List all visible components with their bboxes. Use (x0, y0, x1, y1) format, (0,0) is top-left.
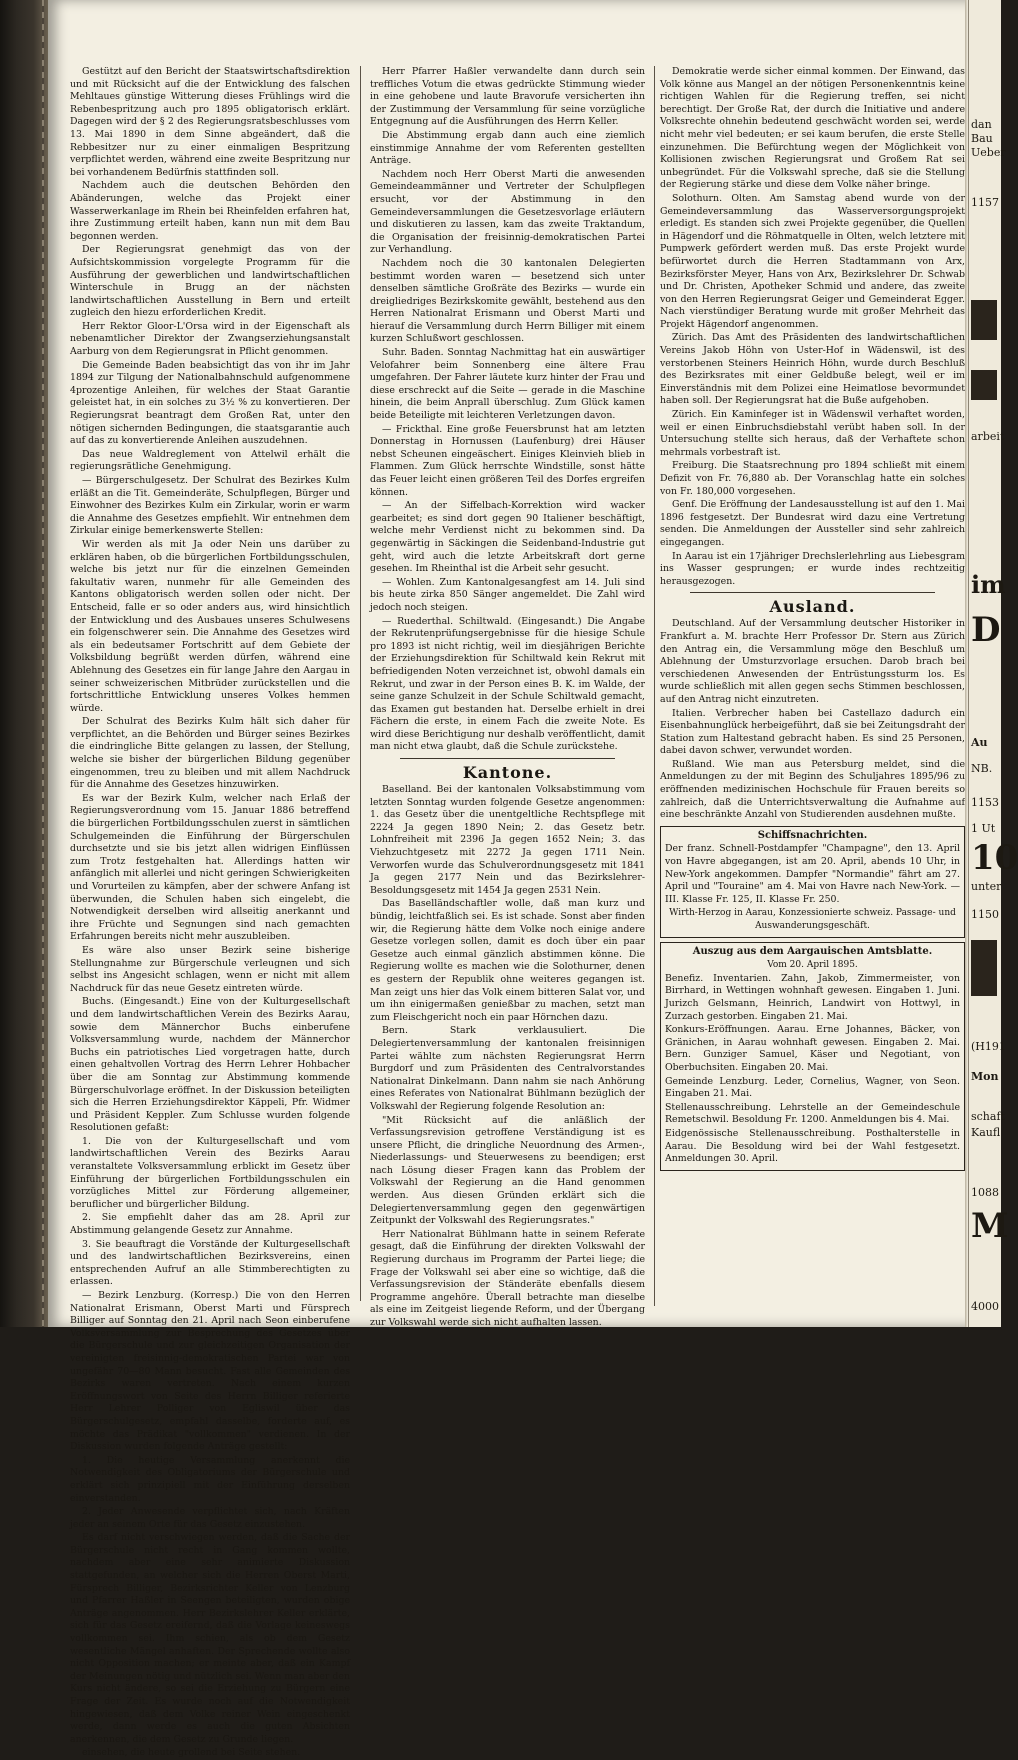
paragraph: 3. Sie beauftragt die Vorstände der Kulturgesellschaft und des landwirtschaftlichen Bezirksvereins, einen entsprechenden Aufruf an alle Stimmberechtigten zu erlassen. (70, 1238, 350, 1288)
book-binding (0, 0, 48, 1327)
neighbor-text: Au (971, 736, 988, 749)
paragraph: Herr Rektor Gloor-L'Orsa wird in der Eigenschaft als nebenamtlicher Direktor der Zwangserziehungsanstalt Aarburg von dem Regierungsrat in Pflicht genommen. (70, 320, 350, 358)
paragraph: Herr Nationalrat Bühlmann hatte in seinem Referate gesagt, daß die Einführung der direkten Volkswahl der Regierung durchaus im Programm der Partei liege; die Frage der Volkswahl sei aber eine so wichtige, daß die Verfassungsrevision der Ständeräte ebenfalls diesem Programme angehöre. Überall betrachte man dieselbe als eine im Zeitgeist liegende Reform, und der Übergang zur Volkswahl werde sich nicht aufhalten lassen. (370, 1228, 645, 1328)
paragraph: Genf. Die Eröffnung der Landesausstellung ist auf den 1. Mai 1896 festgesetzt. Der Bundesrat wird dazu eine Vertretung senden. Die Anmeldungen der Aussteller sind sehr zahlreich eingegangen. (660, 499, 965, 548)
paragraph: Der Regierungsrat genehmigt das von der Aufsichtskommission vorgelegte Programm für die Ausführung der gewerblichen und landwirtschaftlichen Winterschule in Brugg an der nächsten landwirtschaftlichen Ausstellung in Bern und erteilt zugleich den hiezu erforderlichen Kredit. (70, 244, 350, 319)
paragraph: Wir werden als mit Ja oder Nein uns darüber zu erklären haben, ob die bürgerlichen Fortbildungsschulen, welche bis jetzt nur für die einzelnen Gemeinden fakultativ waren, nunmehr für alle Gemeinden des Kantons obligatorisch werden sollen oder nicht. Der Entscheid, falle er so oder anders aus, wird hinsichtlich der Entwicklung und des Ausbaues unseres Schulwesens ein folgenschwerer sein. Die Annahme des Gesetzes wird als ein bedeutsamer Fortschritt auf dem Gebiete der Volksbildung begrüßt werden dürfen, während eine Ablehnung des Gesetzes ein für lange Jahre den Aargau in seiner schweizerischen Mitbrüder zurückstellen und die fortschrittliche Entwicklung unseres Volkes hemmen würde. (70, 538, 350, 714)
amtsblatt-item: Gemeinde Lenzburg. Leder, Cornelius, Wagner, von Seon. Eingaben 21. Mai. (665, 1075, 960, 1100)
paragraph: Deutschland. Auf der Versammlung deutscher Historiker in Frankfurt a. M. brachte Herr Professor Dr. Stern aus Zürich den Antrag ein, die Versammlung möge den Beschluß um Ablehnung der Umsturzvorlage ersuchen. Darob brach bei verschiedenen Anwesenden der Entrüstungssturm los. Es wurde schließlich mit allen gegen sechs Stimmen beschlossen, auf den Antrag nicht einzutreten. (660, 618, 965, 705)
neighbor-text: D (971, 610, 1001, 650)
paragraph: Die Abstimmung ergab dann auch eine ziemlich einstimmige Annahme der vom Referenten gestellten Anträge. (370, 129, 645, 167)
amtsblatt-box (660, 942, 965, 1171)
paragraph: Bern. Stark verklausuliert. Die Delegiertenversammlung der kantonalen freisinnigen Partei wählte zum nächsten Regierungsrat Herrn Burgdorf und zum Präsidenten des Centralvorstandes Nationalrat Dinkelmann. Dann nahm sie nach Anhörung eines Referates von Nationalrat Bühlmann bezüglich der Volkswahl der Regierung folgende Resolution an: (370, 1025, 645, 1112)
paragraph: Es war der Bezirk Kulm, welcher nach Erlaß der Regierungsverordnung vom 15. Januar 1886 betreffend die bürgerlichen Fortbildungsschulen zuerst in sämtlichen Schulgemeinden die Einführung der Bürgerschulen durchsetzte und sie bis jetzt allen widrigen Einflüssen zum Trotz festgehalten hat. Allerdings hatten wir anfänglich mit allerlei und nicht geringen Schwierigkeiten und Vorurteilen zu kämpfen, aber der schwere Anfang ist überwunden, die Schulen haben sich eingelebt, die Notwendigkeit derselben wird allseitig anerkannt und ihre Früchte und Segnungen sind nach gemachten Erfahrungen bereits nicht mehr auszubleiben. (70, 792, 350, 943)
paragraph: 1. Die von der Kulturgesellschaft und vom landwirtschaftlichen Verein des Bezirks Aarau veranstaltete Volksversammlung erblickt im Gesetz über Einführung der bürgerlichen Fortbildungsschulen ein vorzügliches Mittel zur Förderung allgemeiner, beruflicher und bürgerlicher Bildung. (70, 1135, 350, 1210)
paragraph: 2. Jeder Anwesende verpflichtet sich, nach Kräften jeder an seinem Orte für das Gesetz einzustehen. (70, 1506, 350, 1530)
neighbor-ad-block (971, 940, 997, 996)
neighbor-text: 1 Ut (971, 822, 996, 835)
paragraph: Nachdem noch die 30 kantonalen Delegierten bestimmt worden waren — besetzend sich unter denselben sämtliche Großräte des Bezirks — wurde ein dreigliedriges Bezirkskomite gewählt, bestehend aus den Herren Nationalrat Erismann und Oberst Marti und hierauf die Versammlung durch Herrn Billiger mit einem kurzen Schlußwort geschlossen. (370, 257, 645, 345)
neighbor-ad-block (971, 370, 997, 400)
paragraph: — Bezirk Lenzburg. (Korresp.) Die von den Herren Nationalrat Erismann, Oberst Marti und Fürsprech Billiger auf Sonntag den 21. April nach Seon einberufene Volksversammlung zur Besprechung des Gesetzes über die Bürgerschule und zur gleichzeitigen Organisation der vereinigten freisinnig-demokratischen Partei war von ungefähr 70—80 Mann besucht. Fast alle Gemeinden des Bezirks waren vertreten. Nach einem kurzen Eröffnungswort von Seite des Herrn Billiger referierte Herr Lehrer Polliger von Egliswil über das Bürgerschulgesetz, empfahl dasselbe, forderte auf, es möchte das Prädikat "vollkommen" verdienen. In der Diskussion wurden folgende Anträge gestellt: (70, 1290, 350, 1453)
neighbor-text: Kaufl (971, 1126, 1001, 1139)
paragraph: Nachdem auch die deutschen Behörden den Abänderungen, welche das Projekt einer Wasserwerkanlage im Rhein bei Rheinfelden erfahren hat, ihre Zustimmung erteilt haben, kann nun mit dem Bau begonnen werden. (70, 180, 350, 242)
paragraph: Solothurn. Olten. Am Samstag abend wurde von der Gemeindeversammlung das Wasserversorgungsprojekt erledigt. Es standen sich zwei Projekte gegenüber, die Quellen in Hägendorf und die Röhmatquelle in Olten, welch letztere mit Pumpwerk gefördert werden muß. Das erste Projekt wurde befürwortet durch die Herren Stadtammann von Arx, Bezirksförster Meyer, Hans von Arx, Bezirkslehrer Dr. Schwab und Dr. Christen, Apotheker Schmid und andere, das zweite von den Herren Regierungsrat Geiger und Gemeinderat Egger. Nach vierstündiger Beratung wurde mit großer Mehrheit das Projekt Hägendorf angenommen. (660, 192, 965, 330)
ship-news-title: Schiffsnachrichten. (757, 829, 868, 841)
paragraph: Es darf nicht verschwiegen werden, daß die Sache der Bürgerschule nicht recht in Gang kommen wollte, nachdem aber eine sehr animierte Diskussion stattgefunden, an welcher sich die Herren Oberst Marti, Fürsprech Billiger, Bezirksrichter Keller von Lenzburg und Pfarrer Haßler in Seengen beteiligten, wurden obige Anträge angenommen. Herr Bezirkslehrer Keller erklärte, sich für das Gesetz ereifernd, daß die Vorlage keineswegs vollkommen sei. Ihm schien, als ob dem Gesetz wesentliche Mängel anhaften. Der Sprechende wollte also nicht Opposition machen; er meinte aber, daß ein Kampf der Meinungen nötig und nützlich sei. Wenn man aber den Kurs nicht ändere, so sei die Erziehung zu Bürgern eine Frage der Zeit. Es wurde noch auf die Notwendigkeit hingewiesen, daß dem Volke reiner Wein eingeschenkt werde, dann werde es auch die guten Absichten anerkennen, die dem Gesetz zu Grunde liegen. (70, 1532, 350, 1745)
neighbor-text: 1088 (971, 1186, 999, 1199)
column-divider (654, 66, 655, 1306)
paragraph: Es wäre also unser Bezirk seine bisherige Stellungnahme zur Bürgerschule verleugnen und sich selbst ins Angesicht schlagen, wenn er nicht mit allem Nachdruck für das neue Gesetz eintreten würde. (70, 944, 350, 994)
amtsblatt-date: Vom 20. April 1895. (767, 960, 858, 971)
neighbor-text: arbeit (971, 430, 1005, 443)
paragraph: Demokratie werde sicher einmal kommen. Der Einwand, das Volk könne aus Mangel an der nötigen Personenkenntnis keine richtigen Wahlen für die Regierung treffen, sei nicht berechtigt. Der Große Rat, der durch die Initiative und andere Volksrechte ohnehin bedeutend geschwächt worden sei, werde nicht mehr viel bedeuten; er sei kaum berufen, die erste Stelle einzunehmen. Die Befürchtung wegen der Möglichkeit von Kollisionen zwischen Regierungsrat und Großem Rat sei unbegründet. Für die Volkswahl spreche, daß sie die Stellung der Regierung stärke und diese dem Volke näher bringe. (660, 66, 965, 191)
paragraph: Herr Pfarrer Haßler verwandelte dann durch sein treffliches Votum die etwas gedrückte Stimmung wieder in eine gehobene und laute Bravorufe versicherten ihn der Zustimmung der Versammlung für seine vorzügliche Entgegnung auf die Ausführungen des Herrn Keller. (370, 66, 645, 128)
paragraph: "Mit Rücksicht auf die anläßlich der Verfassungsrevision getroffene Verständigung ist es unsere Pflicht, die dringliche Neuordnung des Armen-, Niederlassungs- und Steuerwesens zu beendigen; erst nach Lösung dieser Fragen kann das Problem der Volkswahl der Regierung an die Hand genommen werden. Aus diesen Gründen erklärt sich die Delegiertenversammlung gegen den gegenwärtigen Zeitpunkt der Volkswahl des Regierungsrates." (370, 1114, 645, 1227)
paragraph: Der Schulrat des Bezirks Kulm hält sich daher für verpflichtet, an die Behörden und Bürger seines Bezirkes die eindringliche Bitte gelangen zu lassen, der Stellung, welche sie bisher der bürgerlichen Bildung gegenüber eingenommen, treu zu bleiben und mit allem Nachdruck für die Annahme des Gesetzes hinzuwirken. (70, 716, 350, 791)
amtsblatt-item: Eidgenössische Stellenausschreibung. Posthalterstelle in Aarau. Die Besoldung wird bei der Wahl festgesetzt. Anmeldungen 30. April. (665, 1127, 960, 1165)
column-2 (370, 66, 645, 1328)
neighbor-text: 4000 (971, 1300, 999, 1313)
paragraph: Buchs. (Eingesandt.) Eine von der Kulturgesellschaft und dem landwirtschaftlichen Verein des Bezirks Aarau, sowie dem Männerchor Buchs einberufene Volksversammlung wurde, nachdem der Männerchor Buchs ein patriotisches Lied vorgetragen hatte, durch einen gehaltvollen Vortrag des Herrn Lehrer Hohbacher über die am Sonntag zur Abstimmung kommende Bürgerschulvorlage eröffnet. In der Diskussion beteiligten sich die Herren Erziehungsdirektor Käppeli, Pfr. Widmer und Präsident Keppler. Zum Schlusse wurden folgende Resolutionen gefaßt: (70, 996, 350, 1134)
adjacent-page-fragment (968, 0, 1018, 1327)
neighbor-text: dan (971, 118, 992, 131)
neighbor-text: Mon (971, 1070, 999, 1083)
section-heading-ausland: Ausland. (769, 597, 856, 617)
neighbor-ad-block (971, 300, 997, 340)
neighbor-text: NB. (971, 762, 993, 775)
paragraph: 2. Sie empfiehlt daher das am 28. April zur Abstimmung gelangende Gesetz zur Annahme. (70, 1212, 350, 1237)
neighbor-text: Ueber (971, 146, 1006, 159)
neighbor-text: 1153 (971, 796, 999, 809)
paragraph: Das Baselländschaftler wolle, daß man kurz und bündig, leichtfaßlich sei. Es ist schade. Sonst aber finden wir, die Regierung hätte dem Volke noch einige andere Gesetze vorlegen sollen, damit es doch über ein paar Gesetze auch einmal gänzlich abstimmen könne. Die Regierung wollte es machen wie die Solothurner, denen es gestern der Republik ohne weiteres gegangen ist. Man zeigt uns hier das Volk einem bitteren Salat vor, und um ihn einigermaßen genießbar zu machen, setzt man zum Fleischgericht noch ein paar Hörnchen dazu. (370, 898, 645, 1023)
paragraph: — An der Siffelbach-Korrektion wird wacker gearbeitet; es sind dort gegen 90 Italiener beschäftigt, welche mehr Verdienst nicht zu bekommen sind. Da gegenwärtig in Säckingen die Seidenband-Industrie gut geht, wird auch die letzte Arbeitskraft dort gerne gesehen. Im Rheinthal ist die Arbeit sehr gesucht. (370, 500, 645, 575)
neighbor-text: im (971, 570, 1006, 599)
paragraph: Baselland. Bei der kantonalen Volksabstimmung vom letzten Sonntag wurden folgende Gesetze angenommen: 1. das Gesetz über die unentgeltliche Rechtspflege mit 2224 Ja gegen 1890 Nein; 2. das Gesetz betr. Lohnfreiheit mit 2396 Ja gegen 1652 Nein; 3. das Viehzuchtgesetz mit 2272 Ja gegen 1711 Nein. Verworfen wurde das Schulverordnungsgesetz mit 1841 Ja gegen 2177 Nein und das Bezirkslehrer-Besoldungsgesetz mit 1454 Ja gegen 2531 Nein. (370, 784, 645, 896)
paragraph: 1. Die heutige Versammlung anerkennt die Notwendigkeit des Obligatoriums der Bürgerschule und erklärt sich prinzipiell mit der Einführung derselben einverstanden. (70, 1454, 350, 1504)
neighbor-text: schaft (971, 1110, 1005, 1123)
section-rule (400, 758, 615, 759)
neighbor-text: 1157 (971, 196, 999, 209)
paragraph: Die Gemeinde Baden beabsichtigt das von ihr im Jahr 1894 zur Tilgung der Nationalbahnschuld aufgenommene 4prozentige Anleihen, für welches der Staat Garantie geleistet hat, in ein solches zu 3½ % zu konvertieren. Der Regierungsrat beantragt dem Großen Rat, unter den nötigen sichernden Bedingungen, die staatsgarantie auch auf das zu konvertierende Anleihen auszudehnen. (70, 359, 350, 447)
paragraph: — Ruederthal. Schiltwald. (Eingesandt.) Die Angabe der Rekrutenprüfungsergebnisse für die hiesige Schule pro 1893 ist nicht richtig, weil im diesjährigen Berichte der Erziehungsdirektion für Schiltwald kein Rekrut mit befriedigenden Noten verzeichnet ist, obwohl damals ein Rekrut, und zwar in der Person eines B. K. im Walde, der seine ganze Schulzeit in der Schule Schiltwald gemacht, das Examen gut bestanden hat. Derselbe erhielt in drei Fächern die erste, in einem Fach die zweite Note. Es wird diese Berichtigung nur deshalb veröffentlicht, damit man nicht etwa glaubt, daß die Schule zurückstehe. (370, 615, 645, 753)
paragraph: Gestützt auf den Bericht der Staatswirtschaftsdirektion und mit Rücksicht auf die der Entwicklung des falschen Mehltaues günstige Witterung dieses Frühlings wird die Rebenbespritzung auch pro 1895 obligatorisch erklärt. Dagegen wird der § 2 des Regierungsratsbeschlusses vom 13. Mai 1890 in dem Sinne abgeändert, daß die Rebbesitzer nur zu einer einmaligen Bespritzung verpflichtet werden, während eine zweite Bespritzung nur bei vorhandenem Bedürfnis stattfinden soll. (70, 66, 350, 178)
paragraph: Nachdem noch Herr Oberst Marti die anwesenden Gemeindeammänner und Vertreter der Schulpflegen ersucht, vor der Abstimmung in den Gemeindeversammlungen die Gesetzesvorlage erläutern und diskutieren zu lassen, kam das zweite Traktandum, die Organisation der freisinnig-demokratischen Partei zur Verhandlung. (370, 168, 645, 256)
neighbor-text: (H191 (971, 1040, 1006, 1053)
section-heading-kantone: Kantone. (462, 763, 553, 783)
neighbor-text: 10 (971, 838, 1018, 878)
paragraph: In Aarau ist ein 17jähriger Drechslerlehrling aus Liebesgram ins Wasser gesprungen; er wurde indes rechtzeitig herausgezogen. (660, 550, 965, 587)
ship-news-box (660, 826, 965, 938)
neighbor-text: Bau (971, 132, 993, 145)
column-divider (360, 66, 361, 1301)
paragraph: — Bürgerschulgesetz. Der Schulrat des Bezirkes Kulm erläßt an die Tit. Gemeinderäte, Schulpflegen, Bürger und Einwohner des Bezirkes Kulm ein Zirkular, worin er warm die Annahme des Gesetzes empfiehlt. Wir entnehmen dem Zirkular einige bemerkenswerte Stellen: (70, 475, 350, 537)
column-3 (660, 66, 965, 1311)
paragraph: Das neue Waldreglement von Attelwil erhält die regierungsrätliche Genehmigung. (70, 448, 350, 473)
column-1 (70, 66, 350, 1759)
ship-news-agent: Wirth-Herzog in Aarau, Konzessionierte schweiz. Passage- und Auswanderungsgeschäft. (669, 908, 956, 931)
paragraph: Zürich. Ein Kaminfeger ist in Wädenswil verhaftet worden, weil er einen Einbruchsdiebstahl verübt haben soll. In der Untersuchung stellte sich heraus, daß der Verhaftete schon mehrmals vorbestraft ist. (660, 409, 965, 458)
neighbor-text: M (971, 1206, 1009, 1246)
neighbor-text: 1150 (971, 908, 999, 921)
amtsblatt-item: Stellenausschreibung. Lehrstelle an der Gemeindeschule Remetschwil. Besoldung Fr. 1200. Anmeldungen bis 4. Mai. (665, 1101, 960, 1126)
amtsblatt-title: Auszug aus dem Aargauischen Amtsblatte. (692, 945, 933, 957)
paragraph: — Wohlen. Zum Kantonalgesangfest am 14. Juli sind bis heute zirka 850 Sänger angemeldet. Die Zahl wird jedoch noch steigen. (370, 576, 645, 613)
amtsblatt-item: Benefiz. Inventarien. Zahn, Jakob, Zimmermeister, von Birrhard, in Wettingen wohnhaft gewesen. Eingaben 1. Juni. Jurizch Gelsmann, Heinrich, Landwirt von Hottwyl, in Zurzach gestorben. Eingaben 21. Mai. (665, 972, 960, 1022)
ship-news-text: Der franz. Schnell-Postdampfer "Champagne", den 13. April von Havre abgegangen, ist am 20. April, abends 10 Uhr, in New-York angekommen. Dampfer "Normandie" fährt am 27. April und "Touraine" am 4. Mai von Havre nach New-York. — III. Klasse Fr. 125, II. Klasse Fr. 250. (665, 843, 960, 905)
paragraph: Rußland. Wie man aus Petersburg meldet, sind die Anmeldungen zu der mit Beginn des Schuljahres 1895/96 zu eröffnenden medizinischen Hochschule für Frauen bereits so zahlreich, daß die Unterrichtsverwaltung die Aufnahme auf eine beschränkte Anzahl von Studierenden ausdehnen mußte. (660, 758, 965, 821)
paragraph: — Frickthal. Eine große Feuersbrunst hat am letzten Donnerstag in Hornussen (Laufenburg) drei Häuser nebst Scheunen eingeäschert. Einiges Kleinvieh blieb in Flammen. Zum Glück herrschte Windstille, sonst hätte das Feuer leicht einen größeren Teil des Dorfes ergreifen können. (370, 423, 645, 498)
amtsblatt-item: Konkurs-Eröffnungen. Aarau. Erne Johannes, Bäcker, von Gränichen, in Aarau wohnhaft gewesen. Eingaben 2. Mai. Bern. Gunziger Samuel, Käser und Negotiant, von Oberbuchsiten. Eingaben 20. Mai. (665, 1024, 960, 1073)
paragraph: Freiburg. Die Staatsrechnung pro 1894 schließt mit einem Defizit von Fr. 76,880 ab. Der Voranschlag hatte ein solches von Fr. 180,000 vorgesehen. (660, 460, 965, 497)
paragraph: Suhr. Baden. Sonntag Nachmittag hat ein auswärtiger Velofahrer beim Sonnenberg eine ältere Frau umgefahren. Der Fahrer läutete kurz hinter der Frau und diese erschreckt auf die Seite — gerade in die Maschine hinein, die beim Anprall überschlug. Zum Glück kamen beide Beteiligte mit leichteren Verletzungen davon. (370, 347, 645, 422)
signoff-line: einsehen, die heute grollend bei Seite stehen. (82, 1747, 301, 1759)
section-rule (690, 592, 935, 593)
paragraph: Zürich. Das Amt des Präsidenten des landwirtschaftlichen Vereins Jakob Höhn von Uster-Hof in Wädenswil, ist des verstorbenen Steiners Heinrich Höhn, wurde durch Beschluß des Bezirksrates mit einer Geldbuße belegt, weil er im Einverständnis mit dem Polizei eine Heimatlose bevormundet haben soll. Der Regierungsrat hat die Buße aufgehoben. (660, 332, 965, 407)
neighbor-text: unter (971, 880, 1002, 893)
paragraph: Italien. Verbrecher haben bei Castellazo dadurch ein Eisenbahnunglück herbeigeführt, daß sie bei Zeitungsdraht der Station zum Haltestand gebracht haben. Es sind 25 Personen, dabei davon schwer, verwundet worden. (660, 707, 965, 757)
